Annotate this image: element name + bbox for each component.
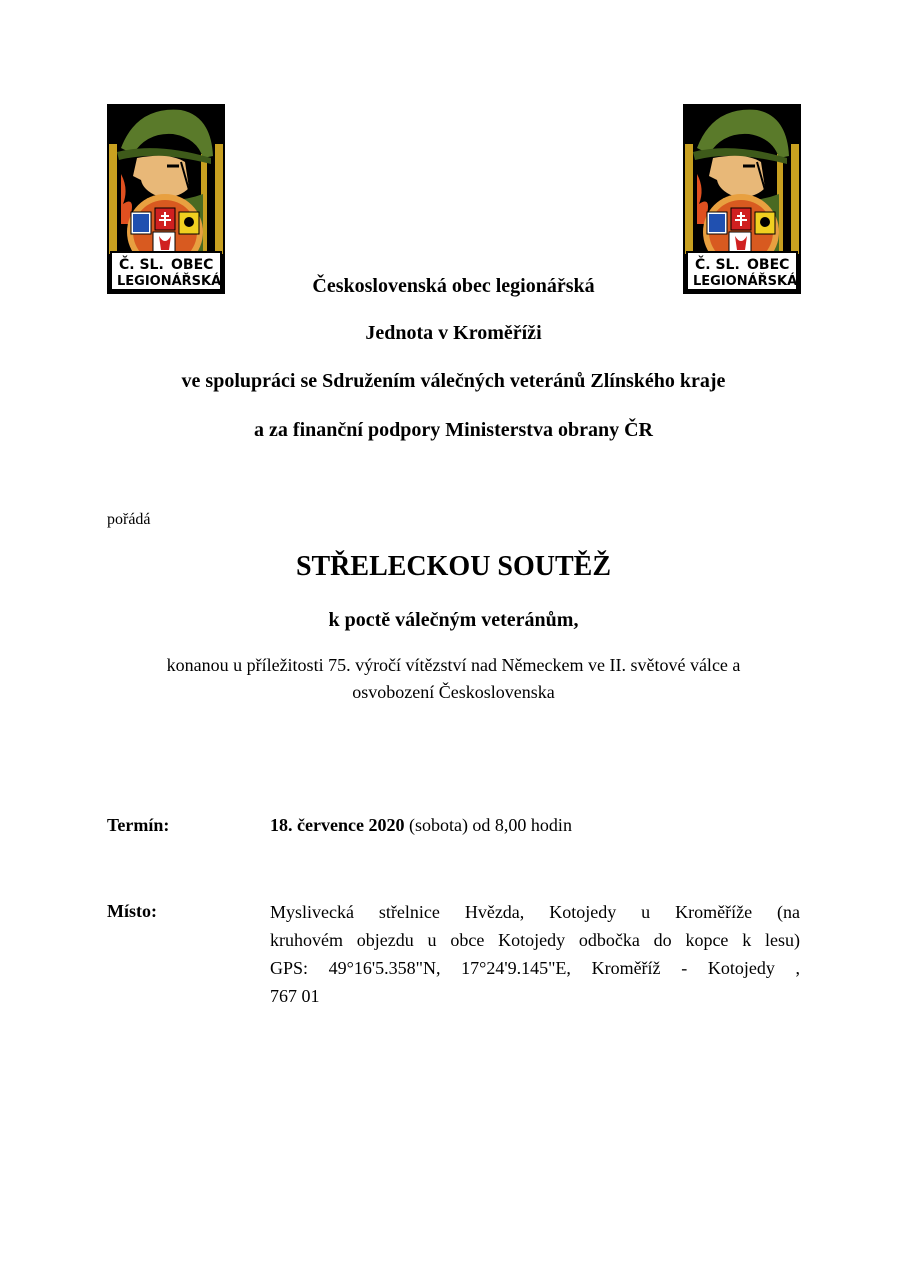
event-subtitle: k poctě válečným veteránům, <box>328 609 579 631</box>
misto-line2: kruhovém objezdu u obce Kotojedy odbočka do kopce k lesu) <box>270 930 800 950</box>
legion-logo-right <box>683 104 801 294</box>
termin-date: 18. července 2020 <box>270 815 405 835</box>
logo-line2: LEGIONÁŘSKÁ <box>693 274 798 289</box>
misto-value <box>270 898 800 1010</box>
logo-line1-left: Č. SL. <box>695 257 740 273</box>
cooperation-line: ve spolupráci se Sdružením válečných veteránů Zlínského kraje <box>181 370 726 392</box>
event-occasion-line1: konanou u příležitosti 75. výročí vítězství nad Německem ve II. světové válce a <box>166 655 741 675</box>
unit-name: Jednota v Kroměříži <box>365 322 542 344</box>
legion-logo-left <box>107 104 225 294</box>
event-occasion-line2: osvobození Československa <box>352 682 555 702</box>
misto-line3: GPS: 49°16'5.358"N, 17°24'9.145"E, Kroměříž - Kotojedy , <box>270 958 800 978</box>
termin-value <box>270 812 572 838</box>
logo-line1-right: OBEC <box>171 257 214 273</box>
logo-line2: LEGIONÁŘSKÁ <box>117 274 222 289</box>
event-occasion <box>100 652 807 706</box>
org-name: Československá obec legionářská <box>312 275 595 297</box>
logo-line1-left: Č. SL. <box>119 257 164 273</box>
misto-label: Místo: <box>107 901 157 921</box>
support-line: a za finanční podpory Ministerstva obrany ČR <box>254 419 653 441</box>
misto-line4: 767 01 <box>270 986 320 1006</box>
misto-line1: Myslivecká střelnice Hvězda, Kotojedy u Kroměříže (na <box>270 902 800 922</box>
logo-line1-right: OBEC <box>747 257 790 273</box>
event-title: STŘELECKOU SOUTĚŽ <box>295 551 612 582</box>
termin-label: Termín: <box>107 815 170 835</box>
termin-rest: (sobota) od 8,00 hodin <box>404 815 572 835</box>
intro-text: pořádá <box>107 511 151 528</box>
